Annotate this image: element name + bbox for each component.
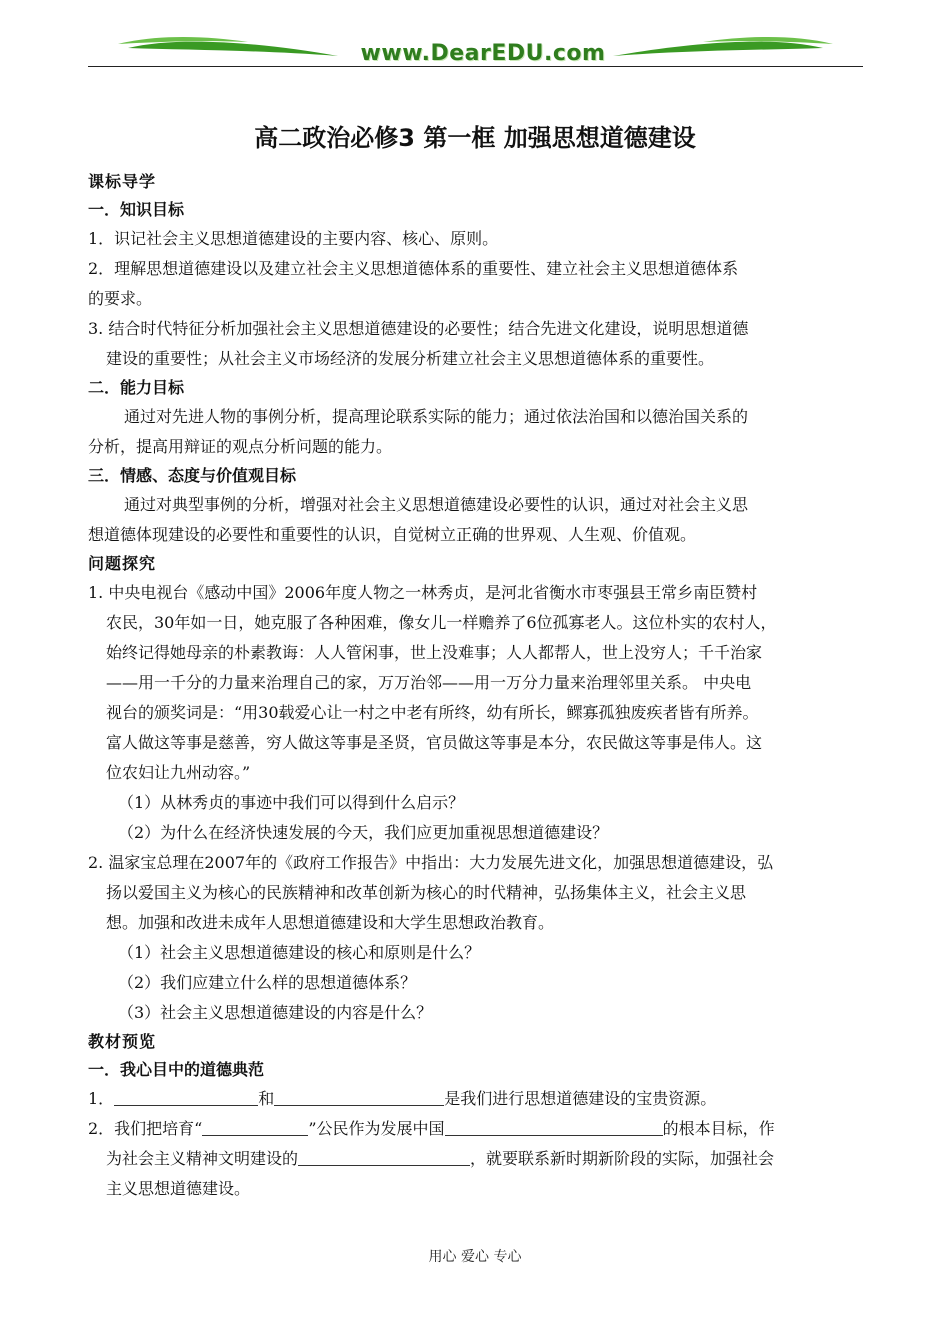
text-fragment: 为社会主义精神文明建设的 [106,1149,299,1168]
paragraph-line: 主义思想道德建设。 [106,1179,251,1198]
paragraph-line: ——用一千分的力量来治理自己的家，万万治邻——用一万分力量来治理邻里关系。 中央电 [106,673,752,692]
question-line: （2）我们应建立什么样的思想道德体系？ [118,973,417,992]
paragraph-line: 1．识记社会主义思想道德建设的主要内容、核心、原则。 [88,229,499,248]
paragraph-line: 2. 温家宝总理在2007年的《政府工作报告》中指出：大力发展先进文化，加强思想道德建设，弘 [88,853,774,872]
subheading-moral-model: 一．我心目中的道德典范 [88,1060,265,1079]
subheading-ability: 二．能力目标 [88,378,185,397]
paragraph-line: 农民，30年如一日，她克服了各种困难，像女儿一样赡养了6位孤寡老人。这位朴实的农村人， [106,613,777,632]
paragraph-line: 想。加强和改进未成年人思想道德建设和大学生思想政治教育。 [106,913,555,932]
fill-blank-line [88,1144,866,1174]
paragraph-line: 分析，提高用辩证的观点分析问题的能力。 [88,437,393,456]
paragraph-line: 通过对先进人物的事例分析，提高理论联系实际的能力；通过依法治国和以德治国关系的 [124,407,749,426]
text-fragment: 是我们进行思想道德建设的宝贵资源。 [444,1089,717,1108]
paragraph-line: 建设的重要性；从社会主义市场经济的发展分析建立社会主义思想道德体系的重要性。 [106,349,715,368]
document-body [88,168,866,1204]
subheading-emotion: 三．情感、态度与价值观目标 [88,466,297,485]
question-line: （1）社会主义思想道德建设的核心和原则是什么？ [118,943,481,962]
text-fragment: 1． [88,1089,115,1108]
paragraph-line: 通过对典型事例的分析，增强对社会主义思想道德建设必要性的认识，通过对社会主义思 [124,495,749,514]
subheading-knowledge: 一．知识目标 [88,200,185,219]
paragraph-line: 的要求。 [88,289,153,308]
page-footer: 用心 爱心 专心 [428,1249,522,1265]
paragraph-line: 3. 结合时代特征分析加强社会主义思想道德建设的必要性；结合先进文化建设，说明思想道德 [88,319,749,338]
answer-blank[interactable] [202,1117,308,1136]
text-fragment: ，就要联系新时期新阶段的实际，加强社会 [470,1149,775,1168]
fill-blank-line [88,1114,866,1144]
answer-blank[interactable] [274,1087,444,1106]
answer-blank[interactable] [114,1087,258,1106]
paragraph-line: 视台的颁奖词是：“用30载爱心让一村之中老有所终，幼有所长，鳏寡孤独废疾者皆有所养。 [106,703,759,722]
header-rule [88,66,863,67]
answer-blank[interactable] [298,1147,470,1166]
page-title: 高二政治必修3 第一框 加强思想道德建设 [254,124,696,152]
paragraph-line: 始终记得她母亲的朴素教诲：人人管闲事，世上没难事；人人都帮人，世上没穷人；千千治家 [106,643,763,662]
paragraph-line: 1. 中央电视台《感动中国》2006年度人物之一林秀贞，是河北省衡水市枣强县王常乡南臣赞村 [88,583,758,602]
paragraph-line: 想道德体现建设的必要性和重要性的认识，自觉树立正确的世界观、人生观、价值观。 [88,525,697,544]
logo-text: www.DearEDU.com [360,41,606,66]
fill-blank-line [88,1084,866,1114]
question-line: （3）社会主义思想道德建设的内容是什么？ [118,1003,433,1022]
paragraph-line: 位农妇让九州动容。” [106,763,251,782]
paragraph-line: 扬以爱国主义为核心的民族精神和改革创新为核心的时代精神，弘扬集体主义，社会主义思 [106,883,747,902]
answer-blank[interactable] [445,1117,663,1136]
paragraph-line: 富人做这等事是慈善，穷人做这等事是圣贤，官员做这等事是本分，农民做这等事是伟人。这 [106,733,763,752]
question-line: （2）为什么在经济快速发展的今天，我们应更加重视思想道德建设？ [118,823,609,842]
question-line: （1）从林秀贞的事迹中我们可以得到什么启示？ [118,793,465,812]
header-logo-bar [88,30,863,70]
paragraph-line: 2．理解思想道德建设以及建立社会主义思想道德体系的重要性、建立社会主义思想道德体系 [88,259,739,278]
text-fragment: 2．我们把培育“ [88,1119,203,1138]
text-fragment: 和 [258,1089,275,1108]
text-fragment: ”公民作为发展中国 [308,1119,445,1138]
section-heading-guide: 课标导学 [88,172,157,191]
section-heading-explore: 问题探究 [88,554,157,573]
text-fragment: 的根本目标，作 [662,1119,775,1138]
section-heading-preview: 教材预览 [88,1032,157,1051]
